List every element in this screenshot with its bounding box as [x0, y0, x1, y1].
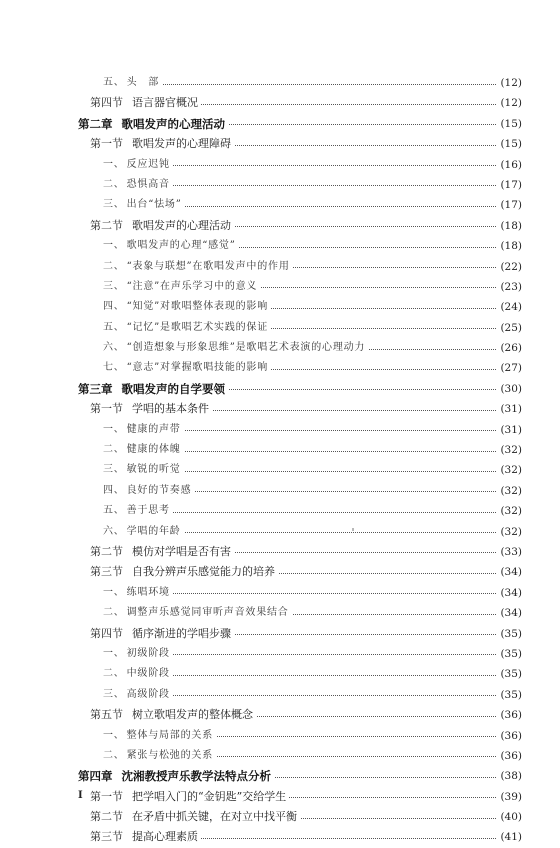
toc-entry-label — [78, 379, 228, 399]
toc-entry-number: 第四节 — [90, 626, 123, 640]
toc-entry-label — [103, 297, 271, 317]
toc-entry-label — [103, 501, 173, 521]
dot-leader — [120, 593, 496, 594]
toc-page-number: (35) — [498, 644, 522, 664]
toc-entry-number: 三、 — [103, 688, 125, 700]
toc-entry-label — [103, 236, 239, 256]
toc-entry-label — [90, 216, 234, 236]
toc-chapter-row — [0, 379, 560, 399]
toc-page-number: (15) — [498, 134, 522, 154]
toc-entry-label — [90, 787, 289, 807]
table-of-contents — [0, 73, 560, 848]
toc-item-row — [0, 522, 560, 542]
toc-page-number: (40) — [498, 807, 522, 827]
toc-page-number: (34) — [498, 583, 522, 603]
dot-leader — [120, 695, 496, 696]
toc-entry-number: 三、 — [103, 464, 125, 476]
toc-item-row — [0, 440, 560, 460]
toc-entry-label — [103, 583, 173, 603]
scan-speck — [352, 528, 354, 531]
toc-entry-label — [103, 603, 292, 623]
toc-entry-label — [103, 175, 173, 195]
toc-entry-title: “意志”对掌握歌唱技能的影响 — [126, 362, 269, 374]
toc-entry-label — [103, 460, 184, 480]
toc-entry-number: 第三章 — [78, 381, 113, 396]
toc-entry-label — [103, 685, 173, 705]
toc-entry-number: 第三节 — [90, 830, 123, 844]
toc-item-row — [0, 236, 560, 256]
toc-entry-number: 二、 — [103, 178, 125, 190]
toc-entry-title: 健康的声带 — [126, 423, 181, 435]
toc-item-row — [0, 664, 560, 684]
toc-entry-title: 学唱的年龄 — [126, 525, 181, 537]
toc-page-number: (38) — [498, 766, 522, 786]
toc-entry-number: 三、 — [103, 199, 125, 211]
toc-page-number: (35) — [498, 685, 522, 705]
toc-entry-title: 自我分辨声乐感觉能力的培养 — [132, 565, 275, 579]
toc-entry-number: 第二节 — [90, 544, 123, 558]
toc-entry-title: “记忆”是歌唱艺术实践的保证 — [126, 321, 269, 333]
toc-entry-label — [103, 440, 184, 460]
toc-page-number: (17) — [498, 195, 522, 215]
toc-entry-label — [90, 807, 300, 827]
toc-entry-title: “创造想象与形象思维”是歌唱艺术表演的心理动力 — [126, 342, 366, 354]
toc-item-row — [0, 481, 560, 501]
toc-entry-label — [103, 481, 194, 501]
toc-entry-number: 一、 — [103, 423, 125, 435]
toc-entry-title: 高级阶段 — [126, 688, 170, 700]
toc-entry-label — [103, 195, 185, 215]
toc-item-row — [0, 175, 560, 195]
toc-entry-number: 第一节 — [90, 789, 123, 803]
toc-entry-number: 五、 — [103, 77, 125, 88]
toc-entry-title: 歌唱发声的心理障碍 — [132, 137, 231, 151]
toc-page-number: (41) — [498, 827, 522, 847]
toc-item-row — [0, 644, 560, 664]
toc-entry-number: 第三节 — [90, 565, 123, 579]
toc-entry-label — [103, 155, 173, 175]
page-folio: I — [78, 790, 83, 801]
toc-item-row — [0, 685, 560, 705]
toc-section-row — [0, 705, 560, 725]
toc-item-row — [0, 501, 560, 521]
toc-item-row — [0, 583, 560, 603]
toc-entry-label — [103, 420, 184, 440]
toc-entry-label — [103, 318, 271, 338]
toc-entry-number: 二、 — [103, 444, 125, 456]
toc-entry-number: 六、 — [103, 342, 125, 354]
toc-item-row — [0, 338, 560, 358]
toc-section-row — [0, 399, 560, 419]
toc-section-row — [0, 134, 560, 154]
toc-entry-label — [103, 73, 162, 93]
toc-page-number: (33) — [498, 542, 522, 562]
toc-entry-label — [90, 562, 278, 582]
toc-entry-number: 四、 — [103, 301, 125, 313]
toc-chapter-row — [0, 114, 560, 134]
toc-page-number: (32) — [498, 440, 522, 460]
toc-entry-title: 反应迟钝 — [126, 158, 170, 170]
toc-entry-title: 良好的节奏感 — [126, 484, 192, 496]
toc-page-number: (36) — [498, 705, 522, 725]
toc-entry-title: 健康的体魄 — [126, 444, 181, 456]
toc-entry-title: 歌唱发声的自学要领 — [121, 381, 225, 396]
toc-entry-label — [90, 705, 256, 725]
toc-page-number: (15) — [498, 114, 522, 134]
toc-entry-number: 第五节 — [90, 708, 123, 722]
toc-item-row — [0, 195, 560, 215]
toc-entry-title: 提高心理素质 — [132, 830, 198, 844]
toc-entry-number: 一、 — [103, 586, 125, 598]
toc-page-number: (25) — [498, 318, 522, 338]
toc-entry-number: 三、 — [103, 280, 125, 292]
toc-section-row — [0, 807, 560, 827]
toc-entry-number: 二、 — [103, 668, 125, 680]
toc-entry-title: 歌唱发声的心理“感觉” — [126, 240, 236, 252]
toc-entry-number: 一、 — [103, 240, 125, 252]
toc-entry-title: 在矛盾中抓关键，在对立中找平衡 — [132, 810, 297, 824]
toc-page-number: (26) — [498, 338, 522, 358]
toc-entry-label — [103, 277, 260, 297]
toc-page-number: (27) — [498, 358, 522, 378]
toc-item-row — [0, 318, 560, 338]
toc-entry-number: 二、 — [103, 749, 125, 761]
toc-page-number: (34) — [498, 603, 522, 623]
toc-entry-title: 头 部 — [126, 77, 160, 88]
toc-entry-title: 树立歌唱发声的整体概念 — [132, 708, 253, 722]
toc-page-number: (17) — [498, 175, 522, 195]
toc-page-number: (22) — [498, 257, 522, 277]
toc-section-row — [0, 562, 560, 582]
toc-chapter-row — [0, 766, 560, 786]
toc-page-number: (12) — [498, 73, 522, 93]
toc-entry-title: 练唱环境 — [126, 586, 170, 598]
toc-item-row — [0, 603, 560, 623]
toc-page-number: (36) — [498, 746, 522, 766]
toc-entry-label — [103, 644, 173, 664]
toc-entry-label — [78, 114, 228, 134]
toc-page-number: (36) — [498, 726, 522, 746]
toc-entry-number: 一、 — [103, 729, 125, 741]
toc-entry-label — [90, 542, 234, 562]
toc-entry-title: 出台“怯场” — [126, 199, 182, 211]
toc-page-number: (39) — [498, 787, 522, 807]
toc-section-row — [0, 216, 560, 236]
toc-entry-label — [78, 766, 274, 786]
toc-section-row — [0, 624, 560, 644]
toc-entry-number: 第四章 — [78, 769, 113, 784]
toc-entry-title: 敏锐的听觉 — [126, 464, 181, 476]
dot-leader — [120, 675, 496, 676]
dot-leader — [120, 185, 496, 186]
toc-page-number: (30) — [498, 379, 522, 399]
toc-entry-title: 中级阶段 — [126, 668, 170, 680]
toc-entry-title: “注意”在声乐学习中的意义 — [126, 280, 258, 292]
toc-entry-title: 语言器官概况 — [132, 96, 198, 110]
toc-entry-title: “表象与联想”在歌唱发声中的作用 — [126, 260, 290, 272]
dot-leader — [120, 512, 496, 513]
toc-entry-title: 歌唱发声的心理活动 — [132, 218, 231, 232]
toc-entry-label — [90, 134, 234, 154]
toc-entry-label — [103, 338, 368, 358]
toc-item-row — [0, 746, 560, 766]
toc-entry-number: 一、 — [103, 158, 125, 170]
dot-leader — [120, 165, 496, 166]
toc-entry-label — [103, 664, 173, 684]
toc-entry-title: 恐惧高音 — [126, 178, 170, 190]
toc-entry-number: 一、 — [103, 647, 125, 659]
toc-entry-label — [103, 746, 216, 766]
toc-entry-label — [90, 827, 201, 847]
toc-section-row — [0, 542, 560, 562]
toc-page-number: (31) — [498, 420, 522, 440]
toc-entry-number: 二、 — [103, 607, 125, 619]
toc-entry-title: 紧张与松弛的关系 — [126, 749, 214, 761]
toc-entry-number: 第二章 — [78, 116, 113, 131]
toc-entry-title: “知觉”对歌唱整体表现的影响 — [126, 301, 269, 313]
dot-leader — [120, 654, 496, 655]
toc-entry-number: 第一节 — [90, 402, 123, 416]
toc-page-number: (31) — [498, 399, 522, 419]
toc-entry-number: 六、 — [103, 525, 125, 537]
toc-item-row — [0, 73, 560, 93]
toc-page-number: (18) — [498, 236, 522, 256]
toc-entry-title: 沈湘教授声乐教学法特点分析 — [121, 769, 271, 784]
toc-page-number: (24) — [498, 297, 522, 317]
toc-entry-number: 第四节 — [90, 96, 123, 110]
toc-entry-number: 七、 — [103, 362, 125, 374]
toc-entry-number: 二、 — [103, 260, 125, 272]
dot-leader — [120, 84, 496, 85]
toc-item-row — [0, 460, 560, 480]
toc-section-row — [0, 93, 560, 113]
toc-entry-label — [90, 624, 234, 644]
toc-page-number: (35) — [498, 624, 522, 644]
toc-page-number: (32) — [498, 522, 522, 542]
toc-entry-number: 第二节 — [90, 810, 123, 824]
toc-item-row — [0, 297, 560, 317]
toc-page-number: (32) — [498, 501, 522, 521]
toc-page-number: (12) — [498, 93, 522, 113]
toc-entry-number: 第二节 — [90, 218, 123, 232]
toc-entry-title: 初级阶段 — [126, 647, 170, 659]
toc-entry-title: 歌唱发声的心理活动 — [121, 116, 225, 131]
toc-section-row — [0, 787, 560, 807]
toc-entry-label — [103, 358, 271, 378]
toc-entry-title: 循序渐进的学唱步骤 — [132, 626, 231, 640]
toc-page-number: (16) — [498, 155, 522, 175]
toc-entry-number: 第一节 — [90, 137, 123, 151]
toc-section-row — [0, 827, 560, 847]
toc-entry-label — [103, 522, 184, 542]
toc-entry-title: 调整声乐感觉同审听声音效果结合 — [126, 607, 289, 619]
toc-item-row — [0, 277, 560, 297]
toc-item-row — [0, 155, 560, 175]
toc-entry-title: 整体与局部的关系 — [126, 729, 214, 741]
toc-page-number: (34) — [498, 562, 522, 582]
toc-entry-title: 善于思考 — [126, 505, 170, 517]
toc-entry-label — [103, 726, 216, 746]
toc-entry-title: 把学唱入门的“金钥匙”交给学生 — [132, 789, 287, 803]
toc-page-number: (23) — [498, 277, 522, 297]
toc-item-row — [0, 420, 560, 440]
toc-entry-label — [103, 257, 293, 277]
toc-entry-title: 模仿对学唱是否有害 — [132, 544, 231, 558]
toc-item-row — [0, 726, 560, 746]
toc-entry-number: 四、 — [103, 484, 125, 496]
toc-page-number: (32) — [498, 481, 522, 501]
toc-entry-label — [90, 93, 201, 113]
toc-page-number: (35) — [498, 664, 522, 684]
toc-page-number: (18) — [498, 216, 522, 236]
toc-entry-number: 五、 — [103, 505, 125, 517]
toc-page-number: (32) — [498, 460, 522, 480]
toc-entry-title: 学唱的基本条件 — [132, 402, 209, 416]
toc-entry-number: 五、 — [103, 321, 125, 333]
toc-entry-label — [90, 399, 212, 419]
toc-item-row — [0, 257, 560, 277]
toc-item-row — [0, 358, 560, 378]
